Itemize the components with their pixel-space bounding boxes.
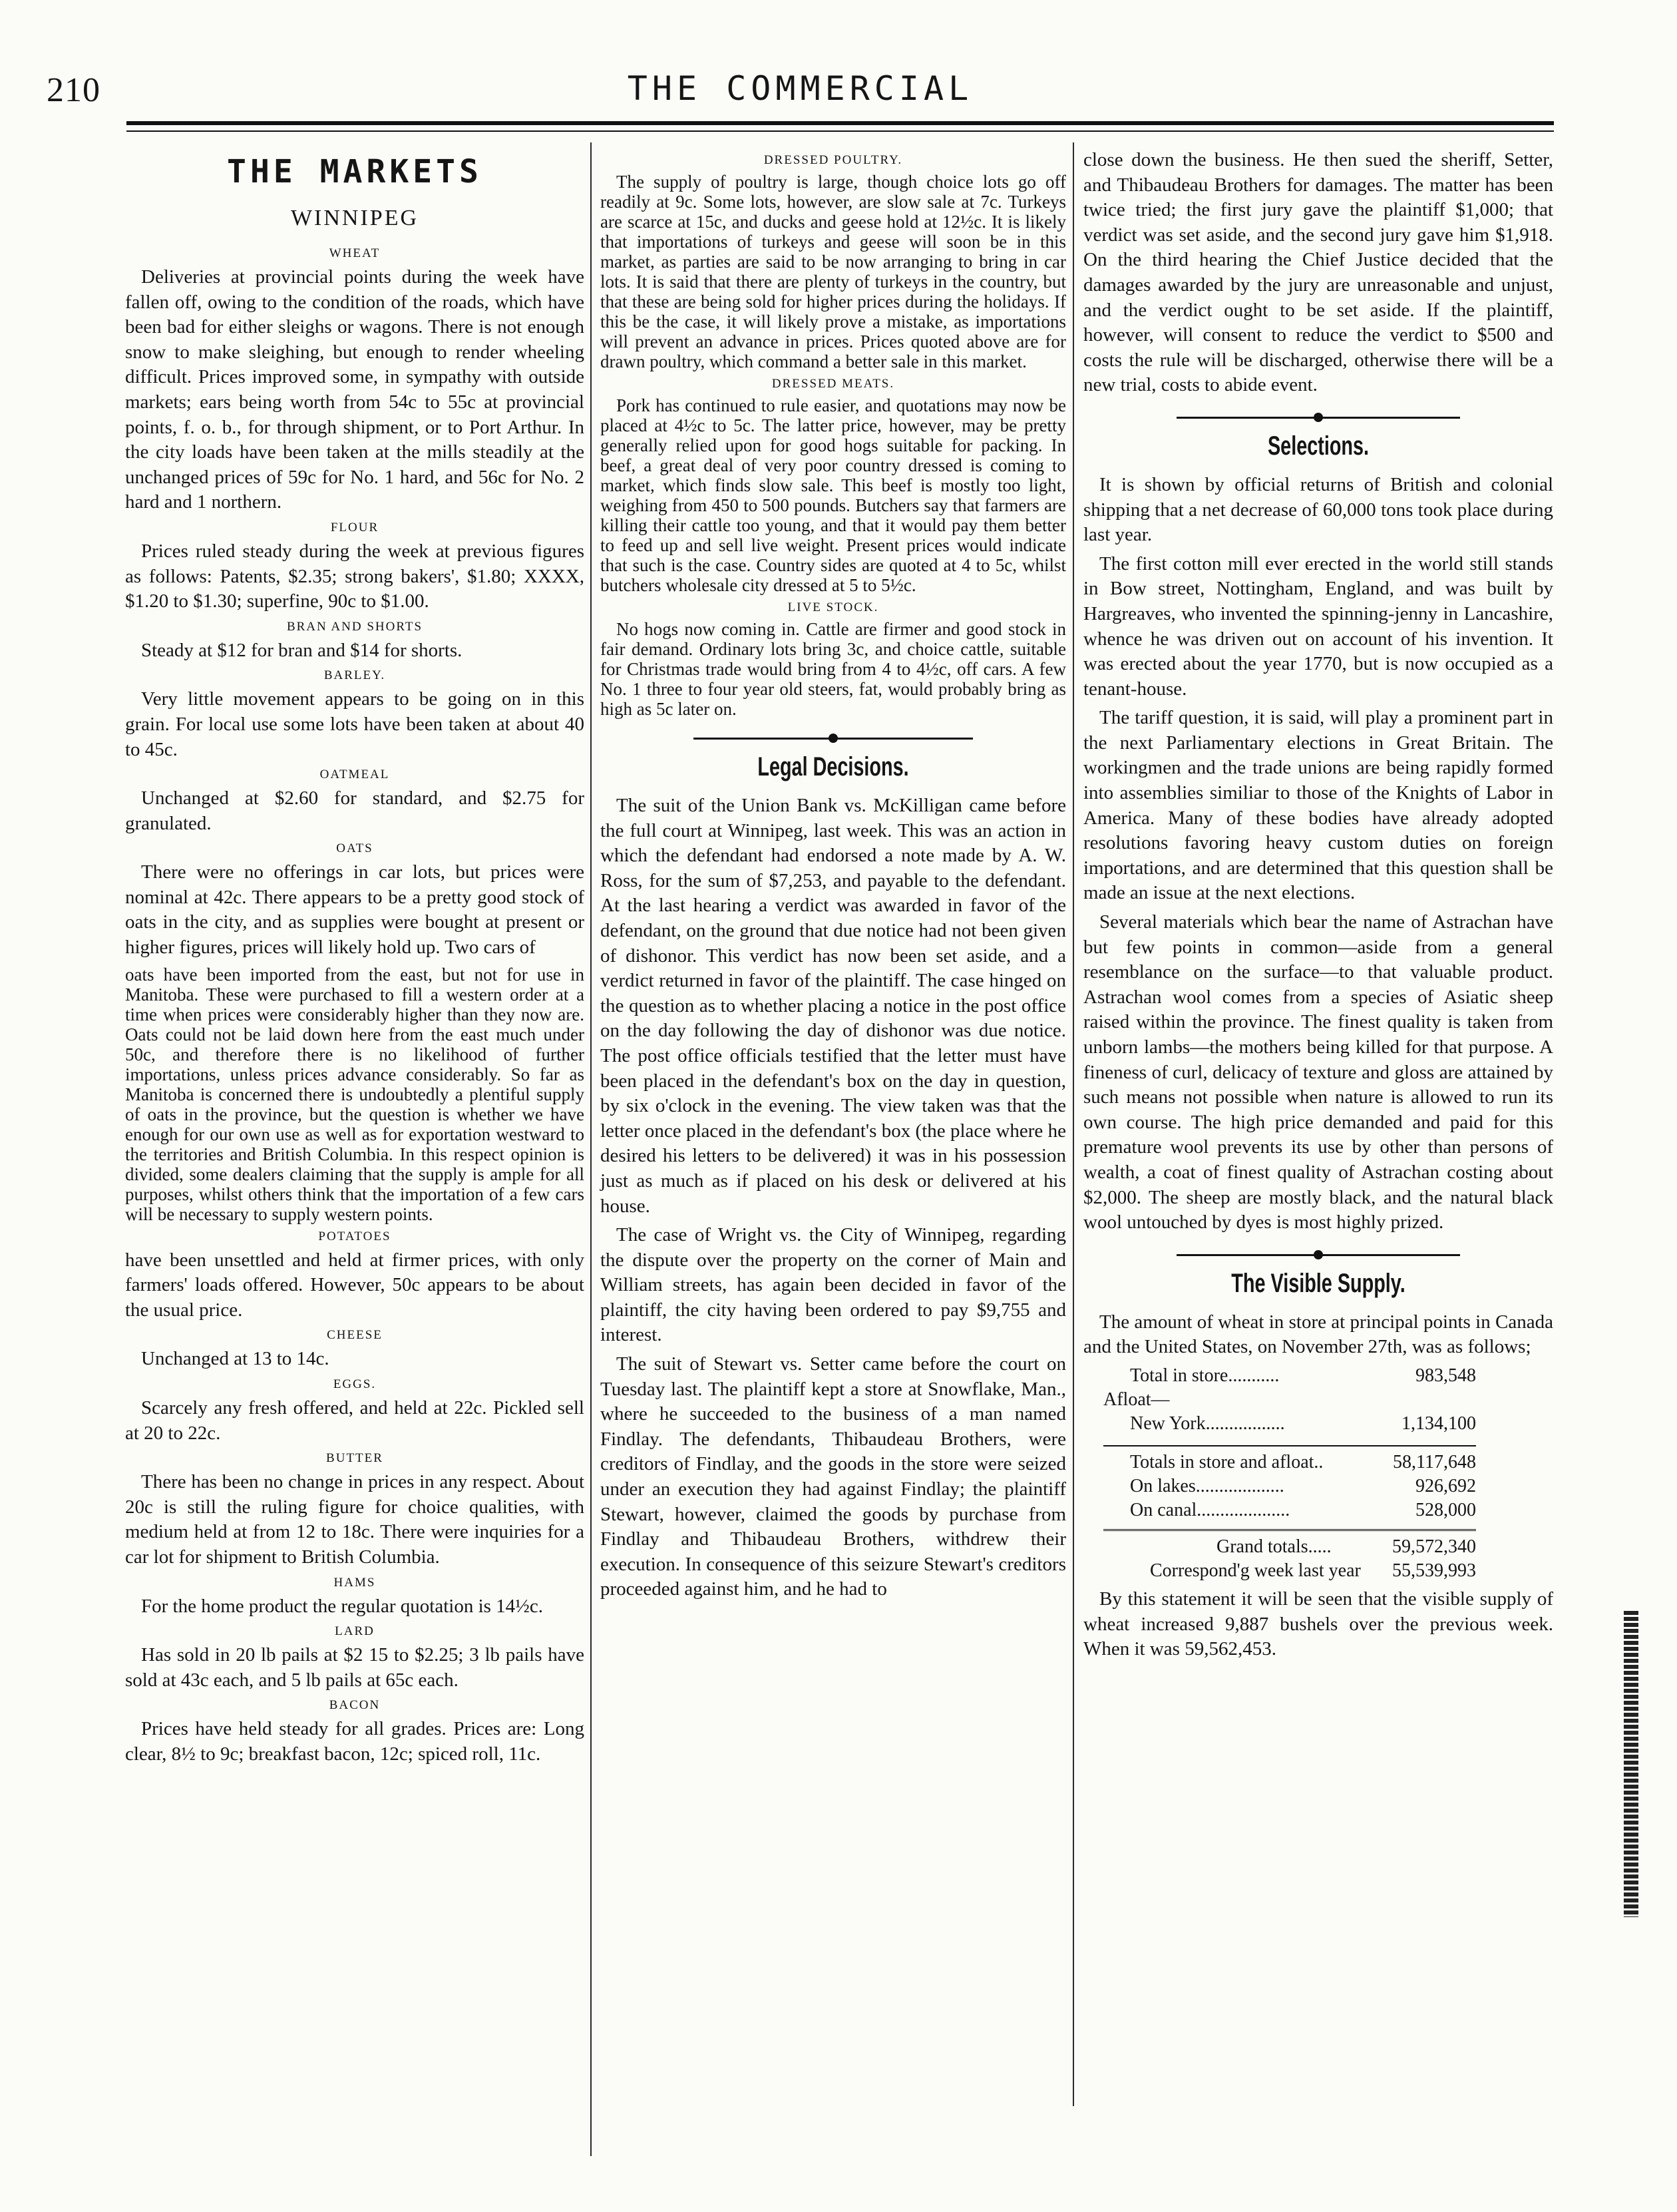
eggs-heading: EGGS.: [333, 1377, 377, 1392]
column-2: [600, 148, 1066, 1606]
stats-label: Totals in store and afloat..: [1130, 1451, 1324, 1472]
stats-row: [1103, 1498, 1476, 1522]
stats-label: Total in store...........: [1130, 1365, 1280, 1386]
page-number: 210: [47, 71, 100, 109]
legal-paragraph-4: close down the business. He then sued the sheriff, Setter, and Thibaudeau Brothers for damages. The matter has been twice tried; the first jury gave the plaintiff $1,000; that verdict was set aside, and the second jury gave him $1,918. On the third hearing the Chief Justice decided that the damages awarded by the jury are unreasonable and unjust, and the verdict ought to be set aside. If the plaintiff, however, will consent to reduce the verdict to $500 and costs the rule will be discharged, otherwise there will be a new trial, costs to abide event.: [1083, 149, 1553, 396]
oats-heading: OATS: [336, 841, 373, 856]
stats-value: 528,000: [1415, 1499, 1476, 1520]
stats-label: Grand totals.....: [1216, 1536, 1332, 1557]
barley-text: Very little movement appears to be going on in this grain. For local use some lots have been taken at about 40 to 45c.: [125, 688, 584, 760]
header-rule-thin: [126, 130, 1554, 132]
potatoes-heading: POTATOES: [318, 1229, 391, 1243]
stats-value: 55,539,993: [1392, 1560, 1476, 1581]
butter-text: There has been no change in prices in any respect. About 20c is still the ruling figure for choice qualities, with medium held at from 12 to 18c. There were inquiries for a car lot for shipment to British Columbia.: [125, 1471, 584, 1568]
stats-label: On lakes...................: [1130, 1475, 1284, 1496]
section-divider: [693, 730, 973, 747]
bran-text: Steady at $12 for bran and $14 for shorts.: [141, 639, 463, 661]
oats-text-2: oats have been imported from the east, but not for use in Manitoba. These were purchased to fill a western order at a time when prices were considerably higher than they now are. Oats could not be laid down here from the east much under 50c, and therefore there is no likelihood of further importations, unless prices advance considerably. So far as Manitoba is concerned there is undoubtedly a plentiful supply of oats in the province, but the question is whether we have enough for our own use as well as for exportation westward to the territories and British Columbia. In this respect opinion is divided, some dealers claiming that the supply is ample for all purposes, whilst others think that the importation of a few cars will be necessary to supply western points.: [125, 964, 584, 1224]
selections-paragraph-1: It is shown by official returns of British and colonial shipping that a net decrease of 60,000 tons took place during last year.: [1083, 473, 1553, 546]
masthead: [47, 64, 1554, 130]
oatmeal-text: Unchanged at $2.60 for standard, and $2.75 for granulated.: [125, 787, 584, 834]
live-stock-heading: LIVE STOCK.: [787, 600, 879, 614]
stats-label: Correspond'g week last year: [1150, 1560, 1361, 1581]
hams-heading: HAMS: [333, 1575, 376, 1590]
publication-title: THE COMMERCIAL: [627, 69, 974, 108]
section-divider: [1177, 1246, 1460, 1263]
legal-decisions-title: Legal Decisions.: [757, 752, 909, 781]
visible-supply-intro: The amount of wheat in store at principal points in Canada and the United States, on November 27th, was as follows;: [1083, 1311, 1553, 1358]
flour-heading: FLOUR: [330, 520, 379, 535]
oats-text-1: There were no offerings in car lots, but prices were nominal at 42c. There appears to be a pretty good stock of oats in the city, and as supplies were bought at present or higher figures, prices will likely hold up. Two cars of: [125, 861, 584, 959]
stats-row-grand-total: [1103, 1529, 1476, 1559]
selections-title: Selections.: [1267, 431, 1370, 461]
bacon-heading: BACON: [329, 1698, 381, 1713]
cheese-heading: CHEESE: [327, 1328, 383, 1343]
oatmeal-heading: OATMEAL: [319, 768, 390, 782]
column-1: [125, 148, 584, 1771]
butter-heading: BUTTER: [326, 1451, 383, 1466]
eggs-text: Scarcely any fresh offered, and held at 22c. Pickled sell at 20 to 22c.: [125, 1397, 584, 1444]
stats-row: [1103, 1364, 1476, 1388]
column-divider-1: [590, 142, 592, 2156]
flour-text: Prices ruled steady during the week at previous figures as follows: Patents, $2.35; strong bakers', $1.80; XXXX, $1.20 to $1.30; superfine, 90c to $1.00.: [125, 540, 584, 612]
dressed-poultry-text: The supply of poultry is large, though choice lots go off readily at 9c. Some lots, however, are slow sale at 7c. Turkeys are scarce at 15c, and ducks and geese hold at 12½c. It is likely that importations of turkeys and geese will soon be in this market, as parties are said to be now arranging to bring in car lots. It is said that there are plenty of turkeys in the country, but that these are being sold for higher prices during the holidays. If this be the case, it will likely prove a mistake, as importations will prevent an advance in prices. Prices quoted above are for drawn poultry, which command a better sale in this market.: [600, 172, 1066, 371]
stats-value: 1,134,100: [1401, 1413, 1476, 1434]
section-divider: [1177, 409, 1460, 426]
stats-value: 58,117,648: [1393, 1451, 1476, 1472]
dressed-poultry-heading: DRESSED POULTRY.: [763, 153, 903, 167]
wheat-heading: WHEAT: [329, 246, 381, 260]
wheat-text: Deliveries at provincial points during the week have fallen off, owing to the condition of the roads, which have been bad for either sleighs or wagons. There is not enough snow to make sleighing, but enough to render wheeling difficult. Prices improved some, in sympathy with outside markets; ears being worth from 54c to 55c at provincial points, f. o. b., for through shipment, or to Port Arthur. In the city loads have been taken at the mills steadily at the unchanged prices of 59c for No. 1 hard, and 56c for No. 2 hard and 1 northern.: [125, 266, 584, 513]
markets-city: WINNIPEG: [290, 206, 419, 230]
dressed-meats-heading: DRESSED MEATS.: [771, 377, 895, 391]
legal-paragraph-1: The suit of the Union Bank vs. McKilligan came before the full court at Winnipeg, last week. This was an action in which the defendant had endorsed a note made by A. W. Ross, for the sum of $7,253, and payable to the defendant. At the last hearing a verdict was awarded in favor of the defendant, on the ground that due notice had not been given of dishonor. This verdict has now been set aside, and a verdict returned in favor of the plaintiff. The case hinged on the question as to whether placing a notice in the post office on the day following the day of dishonor was due notice. The post office officials testified that the letter must have been placed in the defendant's box on the day in question, by six o'clock in the evening. The view taken was that the letter once placed in the defendant's box (the place where he desired his letters to be delivered) it was in his possession just as much as if placed on his desk or delivered at his house.: [600, 795, 1066, 1217]
legal-paragraph-3: The suit of Stewart vs. Setter came before the court on Tuesday last. The plaintiff kept a store at Snowflake, Man., where he succeeded to the business of a man named Findlay. The defendants, Thibaudeau Brothers, were creditors of Findlay, and the goods in the store were seized under an execution they had against Findlay; the plaintiff Stewart, however, claimed the goods by purchase from Findlay and Thibaudeau Brothers, withdrew their execution. In consequence of this seizure Stewart's creditors proceeded against him, and he had to: [600, 1353, 1066, 1600]
stats-value: 926,692: [1415, 1475, 1476, 1496]
selections-paragraph-4: Several materials which bear the name of Astrachan have but few points in common—aside from a general resemblance on the surface—to that valuable product. Astrachan wool comes from a species of Asiatic sheep raised within the province. The finest quality is taken from unborn lambs—the mothers being killed for that purpose. A fineness of curl, delicacy of texture and gloss are attained by such means not possible when nature is allowed to run its own course. The high price demanded and paid for this premature wool prevents its use by other than persons of wealth, a coat of finest quality of Astrachan costing about $2,000. The sheep are mostly black, and the natural black wool untouched by dyes is most highly prized.: [1083, 911, 1553, 1233]
stats-value: 983,548: [1415, 1365, 1476, 1386]
cheese-text: Unchanged at 13 to 14c.: [141, 1348, 329, 1370]
lard-heading: LARD: [335, 1624, 375, 1639]
column-3: [1083, 148, 1553, 1666]
stats-row: [1103, 1559, 1476, 1583]
live-stock-text: No hogs now coming in. Cattle are firmer and good stock in fair demand. Ordinary lots bring 3c, and choice cattle, suitable for Christmas trade would bring from 4 to 4½c, off cars. A few No. 1 three to four year old steers, fat, would probably bring as high as 5c later on.: [600, 619, 1066, 719]
stats-row: [1103, 1412, 1476, 1436]
barley-heading: BARLEY.: [323, 668, 386, 683]
stats-label: Afloat—: [1103, 1389, 1170, 1410]
dressed-meats-text: Pork has continued to rule easier, and quotations may now be placed at 4½c to 5c. The latter price, however, may be pretty generally relied upon for good hogs suitable for packing. In beef, a great deal of very poor country dressed is coming to market, which finds slow sale. This beef is mostly too light, weighing from 450 to 500 pounds. Butchers say that farmers are killing their cattle too young, and that it would pay them better to feed up and sell live weight. Present prices would indicate that such is the case. Country sides are quoted at 4 to 5c, whilst butchers wholesale city dressed at 5 to 5½c.: [600, 395, 1066, 595]
stats-row: [1103, 1474, 1476, 1498]
stats-label: On canal....................: [1130, 1499, 1290, 1520]
visible-supply-table: [1103, 1364, 1553, 1583]
column-divider-2: [1073, 142, 1074, 2106]
bran-heading: BRAN AND SHORTS: [286, 619, 423, 634]
visible-supply-title: The Visible Supply.: [1231, 1268, 1405, 1298]
hams-text: For the home product the regular quotation is 14½c.: [141, 1595, 544, 1617]
stats-row: [1103, 1445, 1476, 1474]
markets-title: THE MARKETS: [227, 153, 482, 190]
legal-paragraph-2: The case of Wright vs. the City of Winnipeg, regarding the dispute over the property on the corner of Main and William streets, has again been decided in favor of the plaintiff, the city having been ordered to pay $9,755 and interest.: [600, 1224, 1066, 1346]
selections-paragraph-2: The first cotton mill ever erected in the world still stands in Bow street, Nottingham, England, and was built by Hargreaves, who invented the spinning-jenny in Lancashire, whence he was driven out on account of his invention. It was erected about the year 1770, but is now occupied as a tenant-house.: [1083, 553, 1553, 700]
stats-row: [1103, 1388, 1476, 1412]
visible-supply-outro: By this statement it will be seen that the visible supply of wheat increased 9,887 bushels over the previous week. When it was 59,562,453.: [1083, 1588, 1553, 1660]
selections-paragraph-3: The tariff question, it is said, will play a prominent part in the next Parliamentary elections in Great Britain. The workingmen and the trade unions are being rapidly formed into assemblies similiar to those of the Knights of Labor in America. Many of these bodies have already adopted resolutions favoring heavy custom duties on foreign importations, and are determined that this question shall be made an issue at the next elections.: [1083, 707, 1553, 904]
bacon-text: Prices have held steady for all grades. Prices are: Long clear, 8½ to 9c; breakfast bacon, 12c; spiced roll, 11c.: [125, 1718, 584, 1765]
stats-value: 59,572,340: [1392, 1536, 1476, 1557]
binding-margin-mark: [1624, 1611, 1638, 1917]
lard-text: Has sold in 20 lb pails at $2 15 to $2.25; 3 lb pails have sold at 43c each, and 5 lb pails at 65c each.: [125, 1644, 584, 1691]
stats-label: New York.................: [1130, 1413, 1285, 1434]
header-rule-thick: [126, 121, 1554, 125]
potatoes-text: have been unsettled and held at firmer prices, with only farmers' loads offered. However, 50c appears to be about the usual price.: [125, 1249, 584, 1321]
